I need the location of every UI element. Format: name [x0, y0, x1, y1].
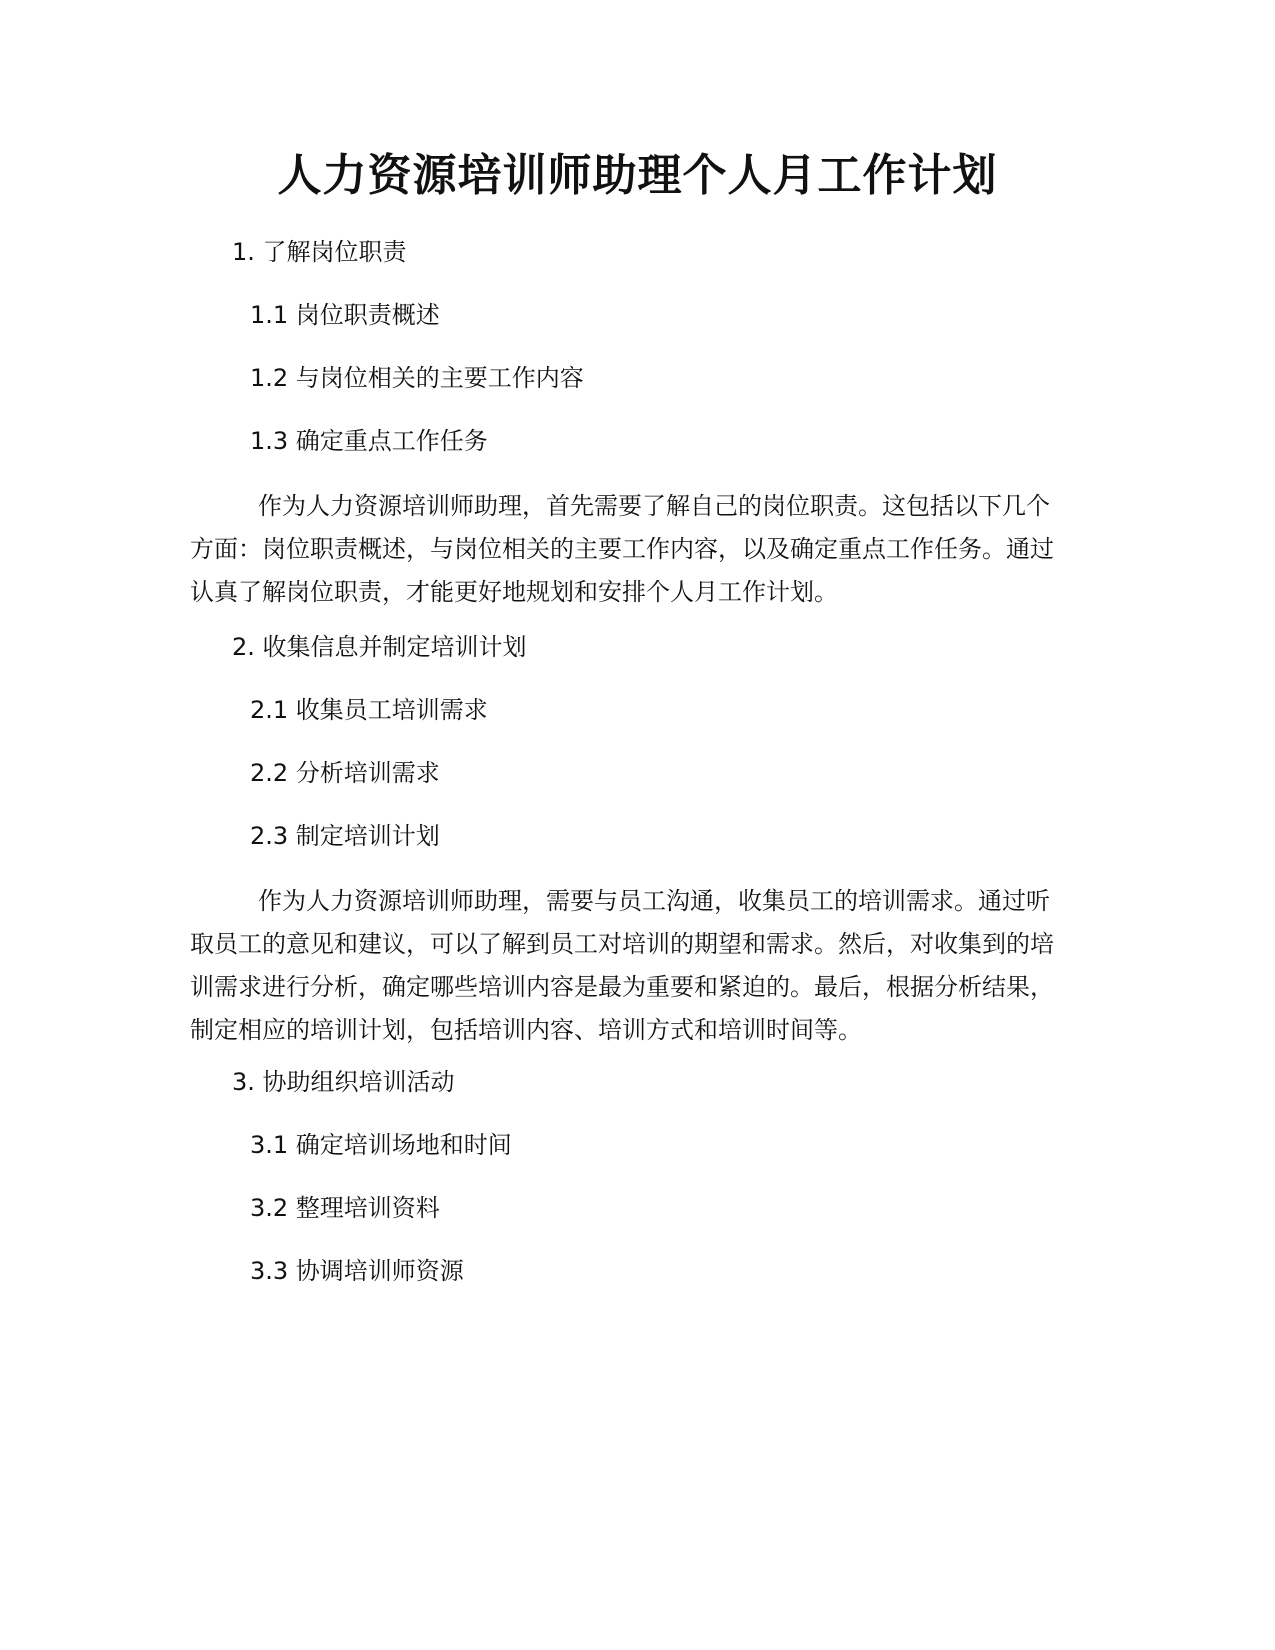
subsection-item: 3.2 整理培训资料 [250, 1194, 440, 1222]
paragraph-line: 认真了解岗位职责，才能更好地规划和安排个人月工作计划。 [190, 578, 838, 606]
subsection-item: 1.2 与岗位相关的主要工作内容 [250, 364, 584, 392]
section-paragraph [190, 880, 1100, 1052]
paragraph-line: 训需求进行分析，确定哪些培训内容是最为重要和紧迫的。最后，根据分析结果， [190, 973, 1054, 1001]
section-heading: 3. 协助组织培训活动 [232, 1068, 455, 1096]
subsection-item: 2.1 收集员工培训需求 [250, 696, 488, 724]
subsection-item: 3.1 确定培训场地和时间 [250, 1131, 512, 1159]
paragraph-line: 制定相应的培训计划，包括培训内容、培训方式和培训时间等。 [190, 1016, 862, 1044]
subsection-item: 3.3 协调培训师资源 [250, 1257, 464, 1285]
subsection-item: 1.3 确定重点工作任务 [250, 427, 488, 455]
paragraph-line: 取员工的意见和建议，可以了解到员工对培训的期望和需求。然后，对收集到的培 [190, 930, 1054, 958]
document-title: 人力资源培训师助理个人月工作计划 [277, 150, 998, 201]
subsection-item: 2.3 制定培训计划 [250, 822, 440, 850]
subsection-item: 2.2 分析培训需求 [250, 759, 440, 787]
paragraph-line: 作为人力资源培训师助理，首先需要了解自己的岗位职责。这包括以下几个 [258, 492, 1050, 520]
paragraph-line: 作为人力资源培训师助理，需要与员工沟通，收集员工的培训需求。通过听 [258, 887, 1050, 915]
section-heading: 2. 收集信息并制定培训计划 [232, 633, 527, 661]
section-paragraph [190, 485, 1100, 614]
section-heading: 1. 了解岗位职责 [232, 238, 407, 266]
subsection-item: 1.1 岗位职责概述 [250, 301, 440, 329]
paragraph-line: 方面：岗位职责概述，与岗位相关的主要工作内容，以及确定重点工作任务。通过 [190, 535, 1054, 563]
